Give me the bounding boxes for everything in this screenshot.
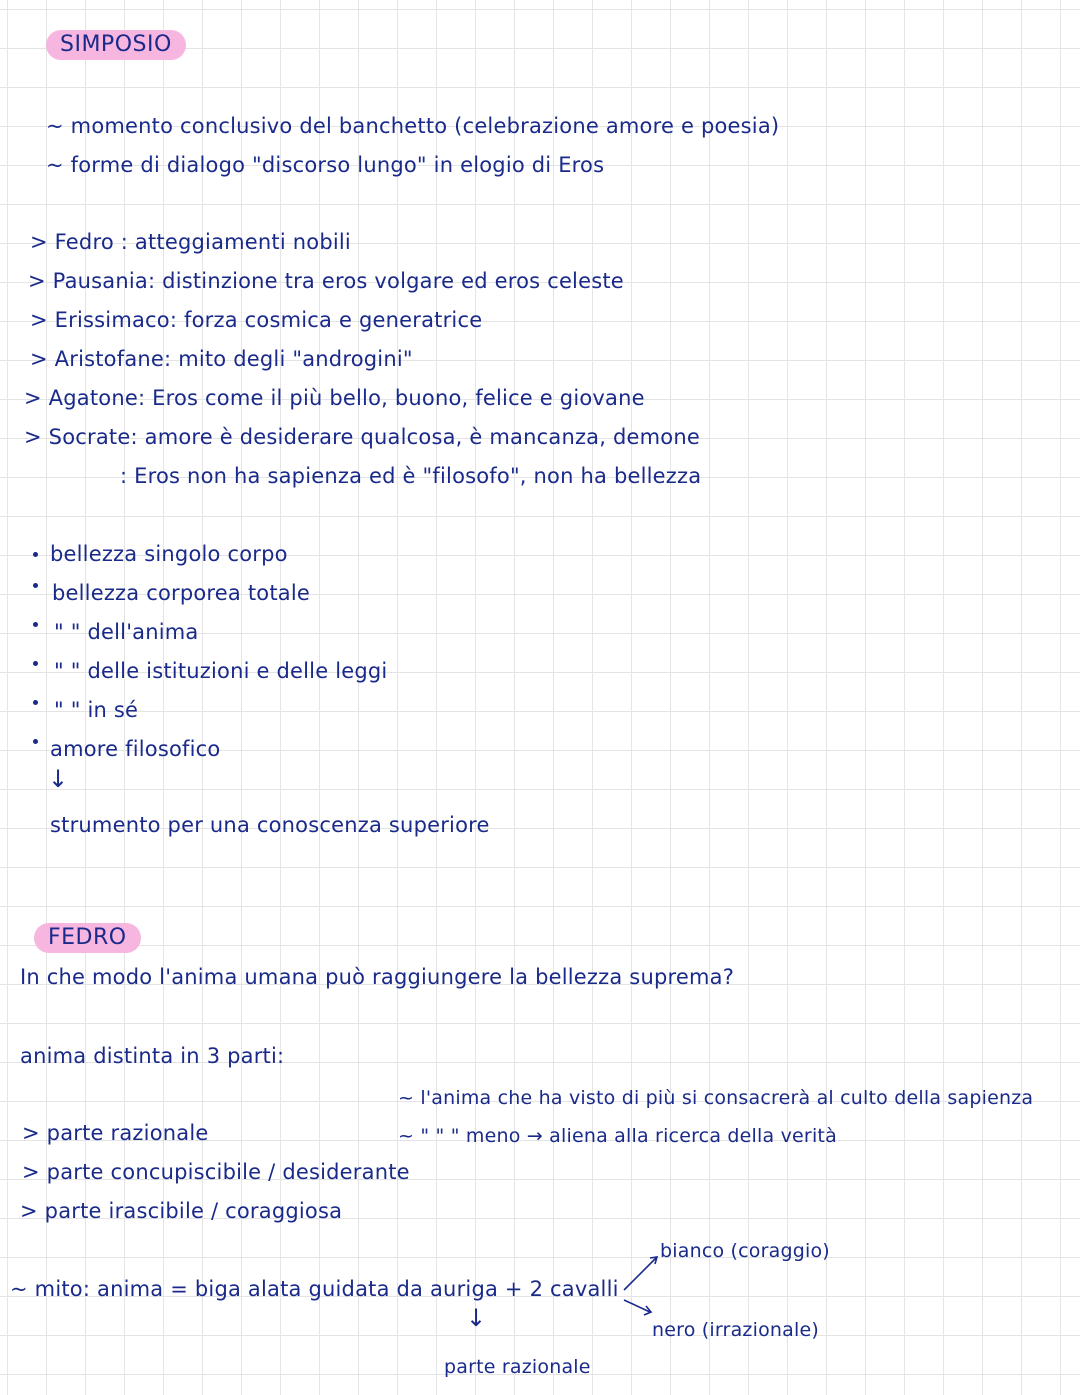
soul-part-concupiscible: > parte concupiscibile / desiderante — [22, 1160, 410, 1184]
auriga-meaning: parte razionale — [444, 1356, 591, 1378]
speaker-text: amore è desiderare qualcosa, è mancanza, demone — [144, 425, 700, 449]
speaker-name: > Agatone: — [24, 386, 146, 410]
speaker-name: > Aristofane: — [30, 347, 172, 371]
side-note-2: ~ " " " meno → aliena alla ricerca della verità — [398, 1125, 837, 1147]
socrate-continuation: : Eros non ha sapienza ed è "filosofo", non ha bellezza — [120, 464, 702, 488]
speaker-text: mito degli "androgini" — [178, 347, 413, 371]
fedro-title: FEDRO — [34, 923, 141, 953]
intro-line-1: ~ momento conclusivo del banchetto (celebrazione amore e poesia) — [46, 114, 780, 138]
speaker-text: Eros come il più bello, buono, felice e giovane — [152, 386, 645, 410]
side-note-1: ~ l'anima che ha visto di più si consacrerà al culto della sapienza — [398, 1087, 1034, 1109]
speaker-text: distinzione tra eros volgare ed eros celeste — [162, 269, 624, 293]
ladder-conclusion: strumento per una conoscenza superiore — [50, 813, 490, 837]
parts-intro: anima distinta in 3 parti: — [20, 1044, 285, 1068]
myth-line: ~ mito: anima = biga alata guidata da auriga + 2 cavalli — [10, 1277, 619, 1301]
speaker-name: > Erissimaco: — [30, 308, 178, 332]
soul-part-rational: > parte razionale — [22, 1121, 209, 1145]
speaker-name: > Socrate: — [24, 425, 138, 449]
simposio-title: SIMPOSIO — [46, 30, 186, 60]
horse-white: bianco (coraggio) — [660, 1240, 830, 1262]
fedro-question: In che modo l'anima umana può raggiungere la bellezza suprema? — [20, 965, 735, 989]
ladder-step-4: " " delle istituzioni e delle leggi — [54, 659, 388, 683]
ladder-step-5: " " in sé — [54, 698, 139, 722]
ladder-step-3: " " dell'anima — [54, 620, 199, 644]
ladder-step-6: amore filosofico — [50, 737, 221, 761]
speaker-text: atteggiamenti nobili — [134, 230, 351, 254]
ladder-step-2: bellezza corporea totale — [52, 581, 311, 605]
intro-line-2: ~ forme di dialogo "discorso lungo" in elogio di Eros — [46, 153, 605, 177]
down-arrow-icon: ↓ — [466, 1304, 487, 1332]
horse-black: nero (irrazionale) — [652, 1319, 819, 1341]
speaker-name: > Pausania: — [28, 269, 156, 293]
down-arrow-icon: ↓ — [48, 765, 69, 793]
speaker-name: > Fedro : — [30, 230, 129, 254]
ladder-step-1: bellezza singolo corpo — [50, 542, 288, 566]
soul-part-irascible: > parte irascibile / coraggiosa — [20, 1199, 343, 1223]
speaker-text: forza cosmica e generatrice — [184, 308, 483, 332]
